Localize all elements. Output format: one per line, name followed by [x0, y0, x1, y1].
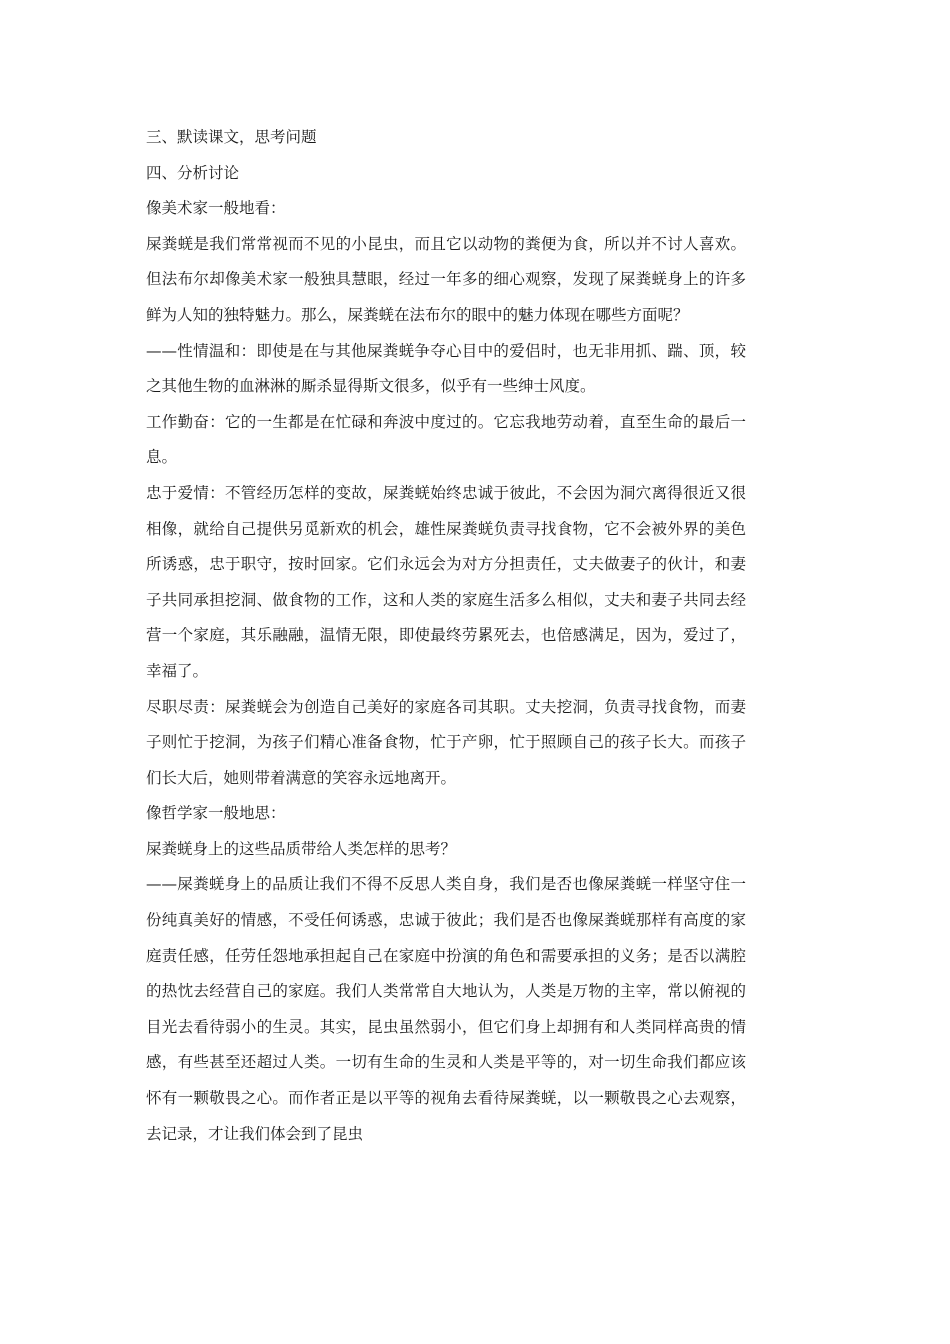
- subheading-think-like-philosopher: 像哲学家一般地思：: [146, 804, 286, 823]
- subheading-look-like-artist: 像美术家一般地看：: [146, 199, 286, 218]
- heading-silent-reading: 三、默读课文，思考问题: [146, 128, 317, 146]
- heading-analysis-discussion: 四、分析讨论: [146, 163, 240, 182]
- paragraph-gentle-temperament: ——性情温和：即使是在与其他屎粪蜣争夺心目中的爱侣时，也无非用抓、踹、顶，较之其他生物的血淋淋的厮杀显得斯文很多，似乎有一些绅士风度。: [146, 341, 746, 396]
- paragraph-reflection-question: 屎粪蜣身上的这些品质带给人类怎样的思考？: [146, 839, 457, 858]
- paragraph-hardworking: 工作勤奋：它的一生都是在忙碌和奔波中度过的。它忘我地劳动着，直至生命的最后一息。: [146, 412, 746, 467]
- paragraph-dutiful: 尽职尽责：屎粪蜣会为创造自己美好的家庭各司其职。丈夫挖洞，负责寻找食物，而妻子则忙于挖洞，为孩子们精心准备食物，忙于产卵，忙于照顾自己的孩子长大。而孩子们长大后，她则带着满意的笑容永远地离开。: [146, 697, 746, 787]
- paragraph-loyal-in-love: 忠于爱情：不管经历怎样的变故，屎粪蜣始终忠诚于彼此，不会因为洞穴离得很近又很相像，就给自己提供另觅新欢的机会，雄性屎粪蜣负责寻找食物，它不会被外界的美色所诱惑，忠于职守，按时回家。它们永远会为对方分担责任，丈夫做妻子的伙计，和妻子共同承担挖洞、做食物的工作，这和人类的家庭生活多么相似，丈夫和妻子共同去经营一个家庭，其乐融融，温情无限，即使最终劳累死去，也倍感满足，因为，爱过了，幸福了。: [146, 483, 746, 680]
- paragraph-reflection-answer: ——屎粪蜣身上的品质让我们不得不反思人类自身，我们是否也像屎粪蜣一样坚守住一份纯真美好的情感，不受任何诱惑，忠诚于彼此；我们是否也像屎粪蜣那样有高度的家庭责任感，任劳任怨地承担起自己在家庭中扮演的角色和需要承担的义务；是否以满腔的热忱去经营自己的家庭。我们人类常常自大地认为，人类是万物的主宰，常以俯视的目光去看待弱小的生灵。其实，昆虫虽然弱小，但它们身上却拥有和人类同样高贵的情感，有些甚至还超过人类。一切有生命的生灵和人类是平等的，对一切生命我们都应该怀有一颗敬畏之心。而作者正是以平等的视角去看待屎粪蜣，以一颗敬畏之心去观察，去记录，才让我们体会到了昆虫: [146, 875, 746, 1143]
- document-body: [146, 120, 746, 1152]
- paragraph-intro-question: 屎粪蜣是我们常常视而不见的小昆虫，而且它以动物的粪便为食，所以并不讨人喜欢。但法布尔却像美术家一般独具慧眼，经过一年多的细心观察，发现了屎粪蜣身上的许多鲜为人知的独特魅力。那么，屎粪蜣在法布尔的眼中的魅力体现在哪些方面呢？: [146, 234, 746, 324]
